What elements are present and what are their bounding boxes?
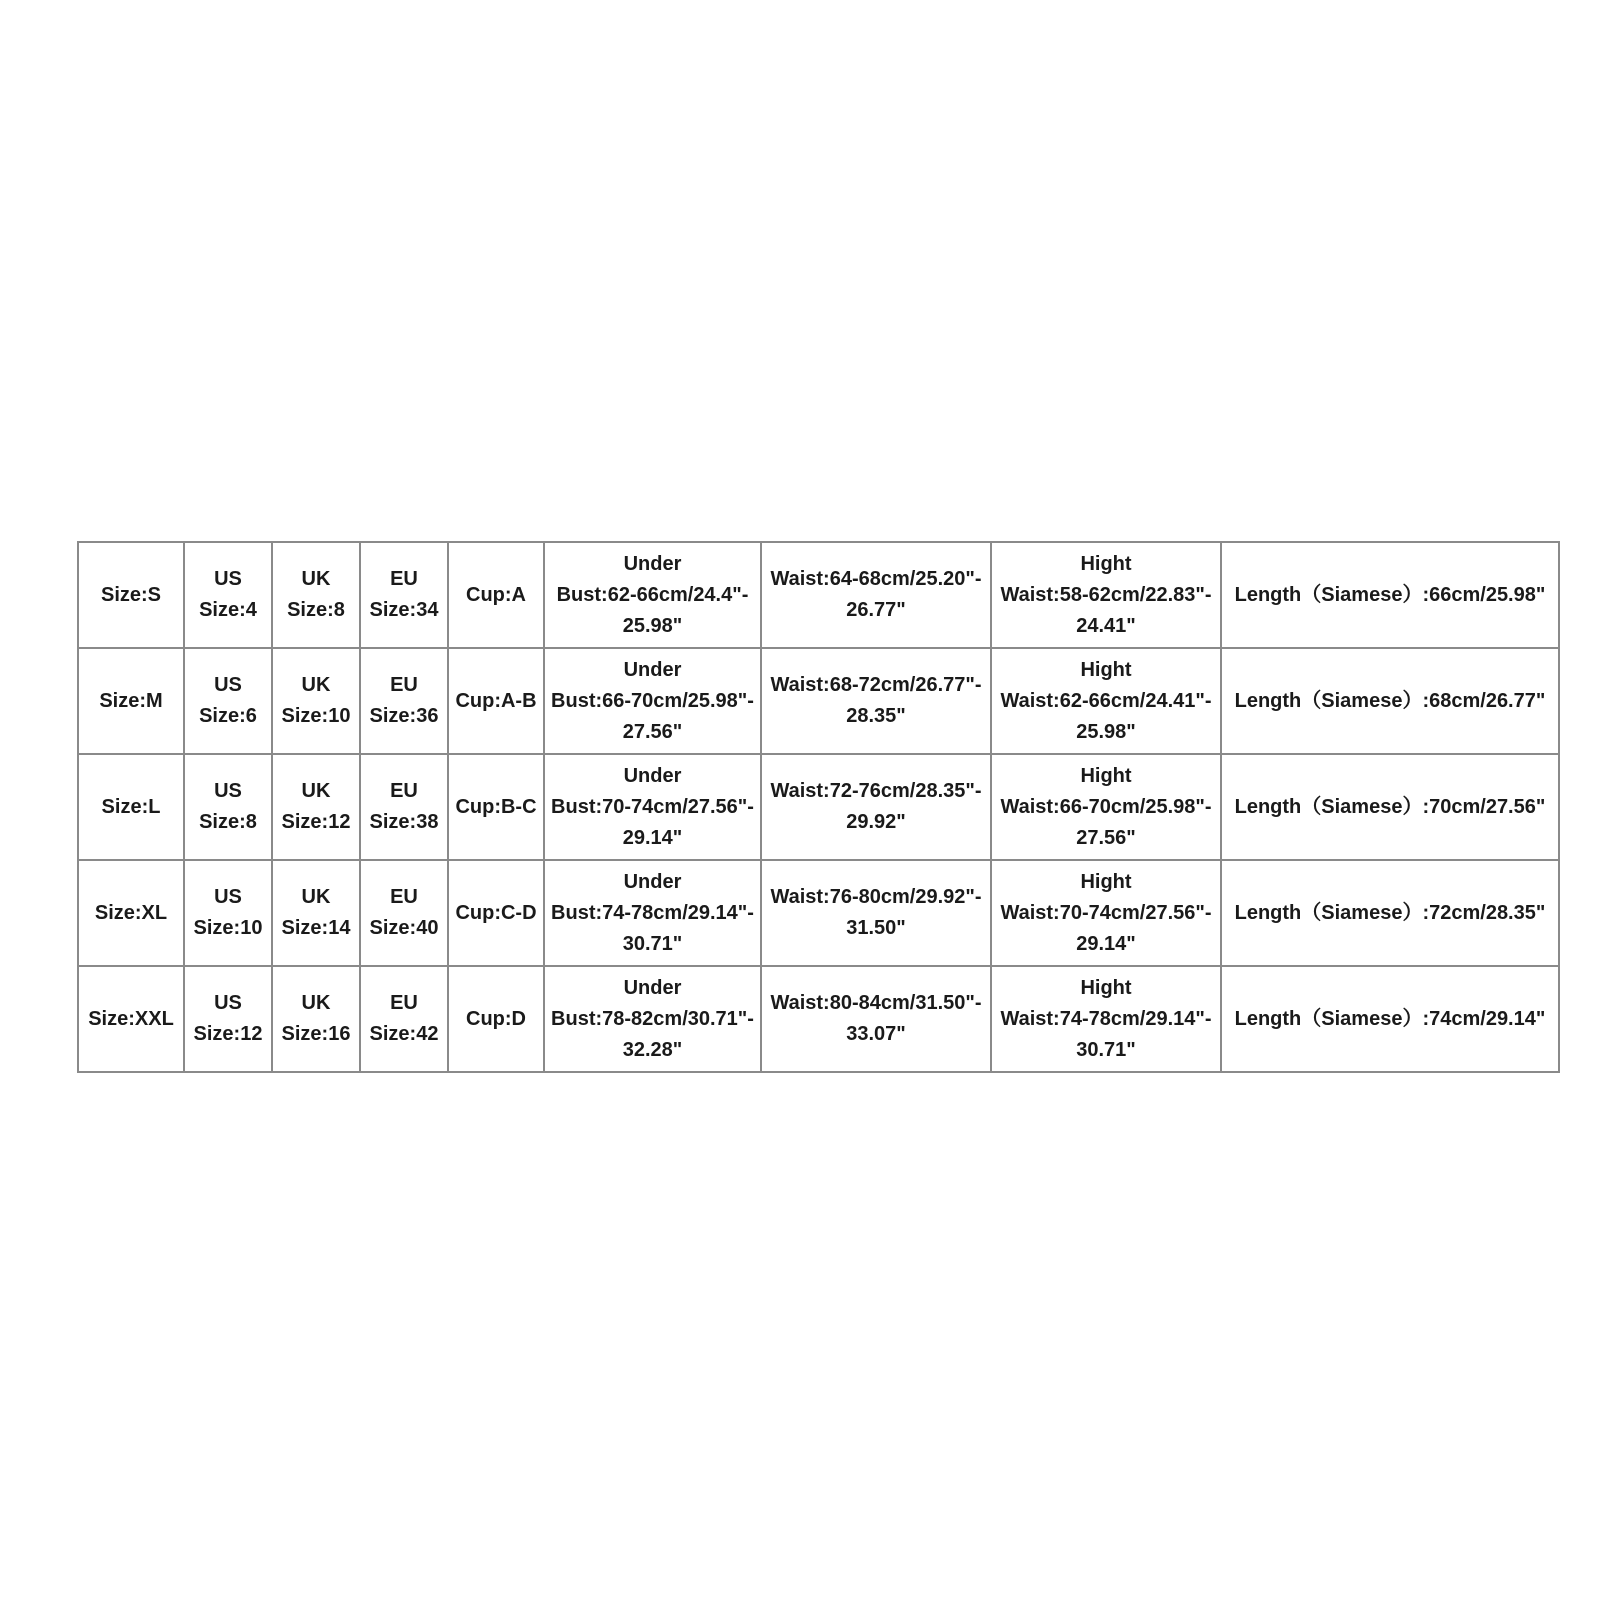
hight-waist-cell: Hight Waist:62-66cm/24.41"- 25.98"	[991, 648, 1221, 754]
size-cell: Size:L	[78, 754, 184, 860]
waist-cell: Waist:68-72cm/26.77"- 28.35"	[761, 648, 991, 754]
table-row	[78, 648, 1559, 754]
length-cell: Length（Siamese）:70cm/27.56"	[1221, 754, 1559, 860]
us-size-cell: US Size:6	[184, 648, 272, 754]
hight-waist-cell: Hight Waist:66-70cm/25.98"- 27.56"	[991, 754, 1221, 860]
cup-cell: Cup:A-B	[448, 648, 544, 754]
table-row	[78, 860, 1559, 966]
us-size-cell: US Size:8	[184, 754, 272, 860]
hight-waist-cell: Hight Waist:74-78cm/29.14"- 30.71"	[991, 966, 1221, 1072]
table-row	[78, 542, 1559, 648]
length-cell: Length（Siamese）:74cm/29.14"	[1221, 966, 1559, 1072]
uk-size-cell: UK Size:8	[272, 542, 360, 648]
size-chart-table	[77, 541, 1560, 1073]
hight-waist-cell: Hight Waist:58-62cm/22.83"- 24.41"	[991, 542, 1221, 648]
length-cell: Length（Siamese）:72cm/28.35"	[1221, 860, 1559, 966]
under-bust-cell: Under Bust:70-74cm/27.56"- 29.14"	[544, 754, 761, 860]
us-size-cell: US Size:10	[184, 860, 272, 966]
under-bust-cell: Under Bust:66-70cm/25.98"- 27.56"	[544, 648, 761, 754]
eu-size-cell: EU Size:42	[360, 966, 448, 1072]
hight-waist-cell: Hight Waist:70-74cm/27.56"- 29.14"	[991, 860, 1221, 966]
eu-size-cell: EU Size:38	[360, 754, 448, 860]
us-size-cell: US Size:12	[184, 966, 272, 1072]
waist-cell: Waist:64-68cm/25.20"- 26.77"	[761, 542, 991, 648]
uk-size-cell: UK Size:10	[272, 648, 360, 754]
waist-cell: Waist:72-76cm/28.35"- 29.92"	[761, 754, 991, 860]
eu-size-cell: EU Size:36	[360, 648, 448, 754]
table-row	[78, 754, 1559, 860]
size-chart-body	[78, 542, 1559, 1072]
cup-cell: Cup:B-C	[448, 754, 544, 860]
cup-cell: Cup:C-D	[448, 860, 544, 966]
size-cell: Size:XL	[78, 860, 184, 966]
size-cell: Size:XXL	[78, 966, 184, 1072]
waist-cell: Waist:80-84cm/31.50"- 33.07"	[761, 966, 991, 1072]
uk-size-cell: UK Size:12	[272, 754, 360, 860]
eu-size-cell: EU Size:34	[360, 542, 448, 648]
uk-size-cell: UK Size:14	[272, 860, 360, 966]
size-cell: Size:S	[78, 542, 184, 648]
size-cell: Size:M	[78, 648, 184, 754]
waist-cell: Waist:76-80cm/29.92"- 31.50"	[761, 860, 991, 966]
cup-cell: Cup:A	[448, 542, 544, 648]
uk-size-cell: UK Size:16	[272, 966, 360, 1072]
length-cell: Length（Siamese）:66cm/25.98"	[1221, 542, 1559, 648]
table-row	[78, 966, 1559, 1072]
us-size-cell: US Size:4	[184, 542, 272, 648]
under-bust-cell: Under Bust:62-66cm/24.4"- 25.98"	[544, 542, 761, 648]
under-bust-cell: Under Bust:78-82cm/30.71"- 32.28"	[544, 966, 761, 1072]
under-bust-cell: Under Bust:74-78cm/29.14"- 30.71"	[544, 860, 761, 966]
eu-size-cell: EU Size:40	[360, 860, 448, 966]
length-cell: Length（Siamese）:68cm/26.77"	[1221, 648, 1559, 754]
cup-cell: Cup:D	[448, 966, 544, 1072]
